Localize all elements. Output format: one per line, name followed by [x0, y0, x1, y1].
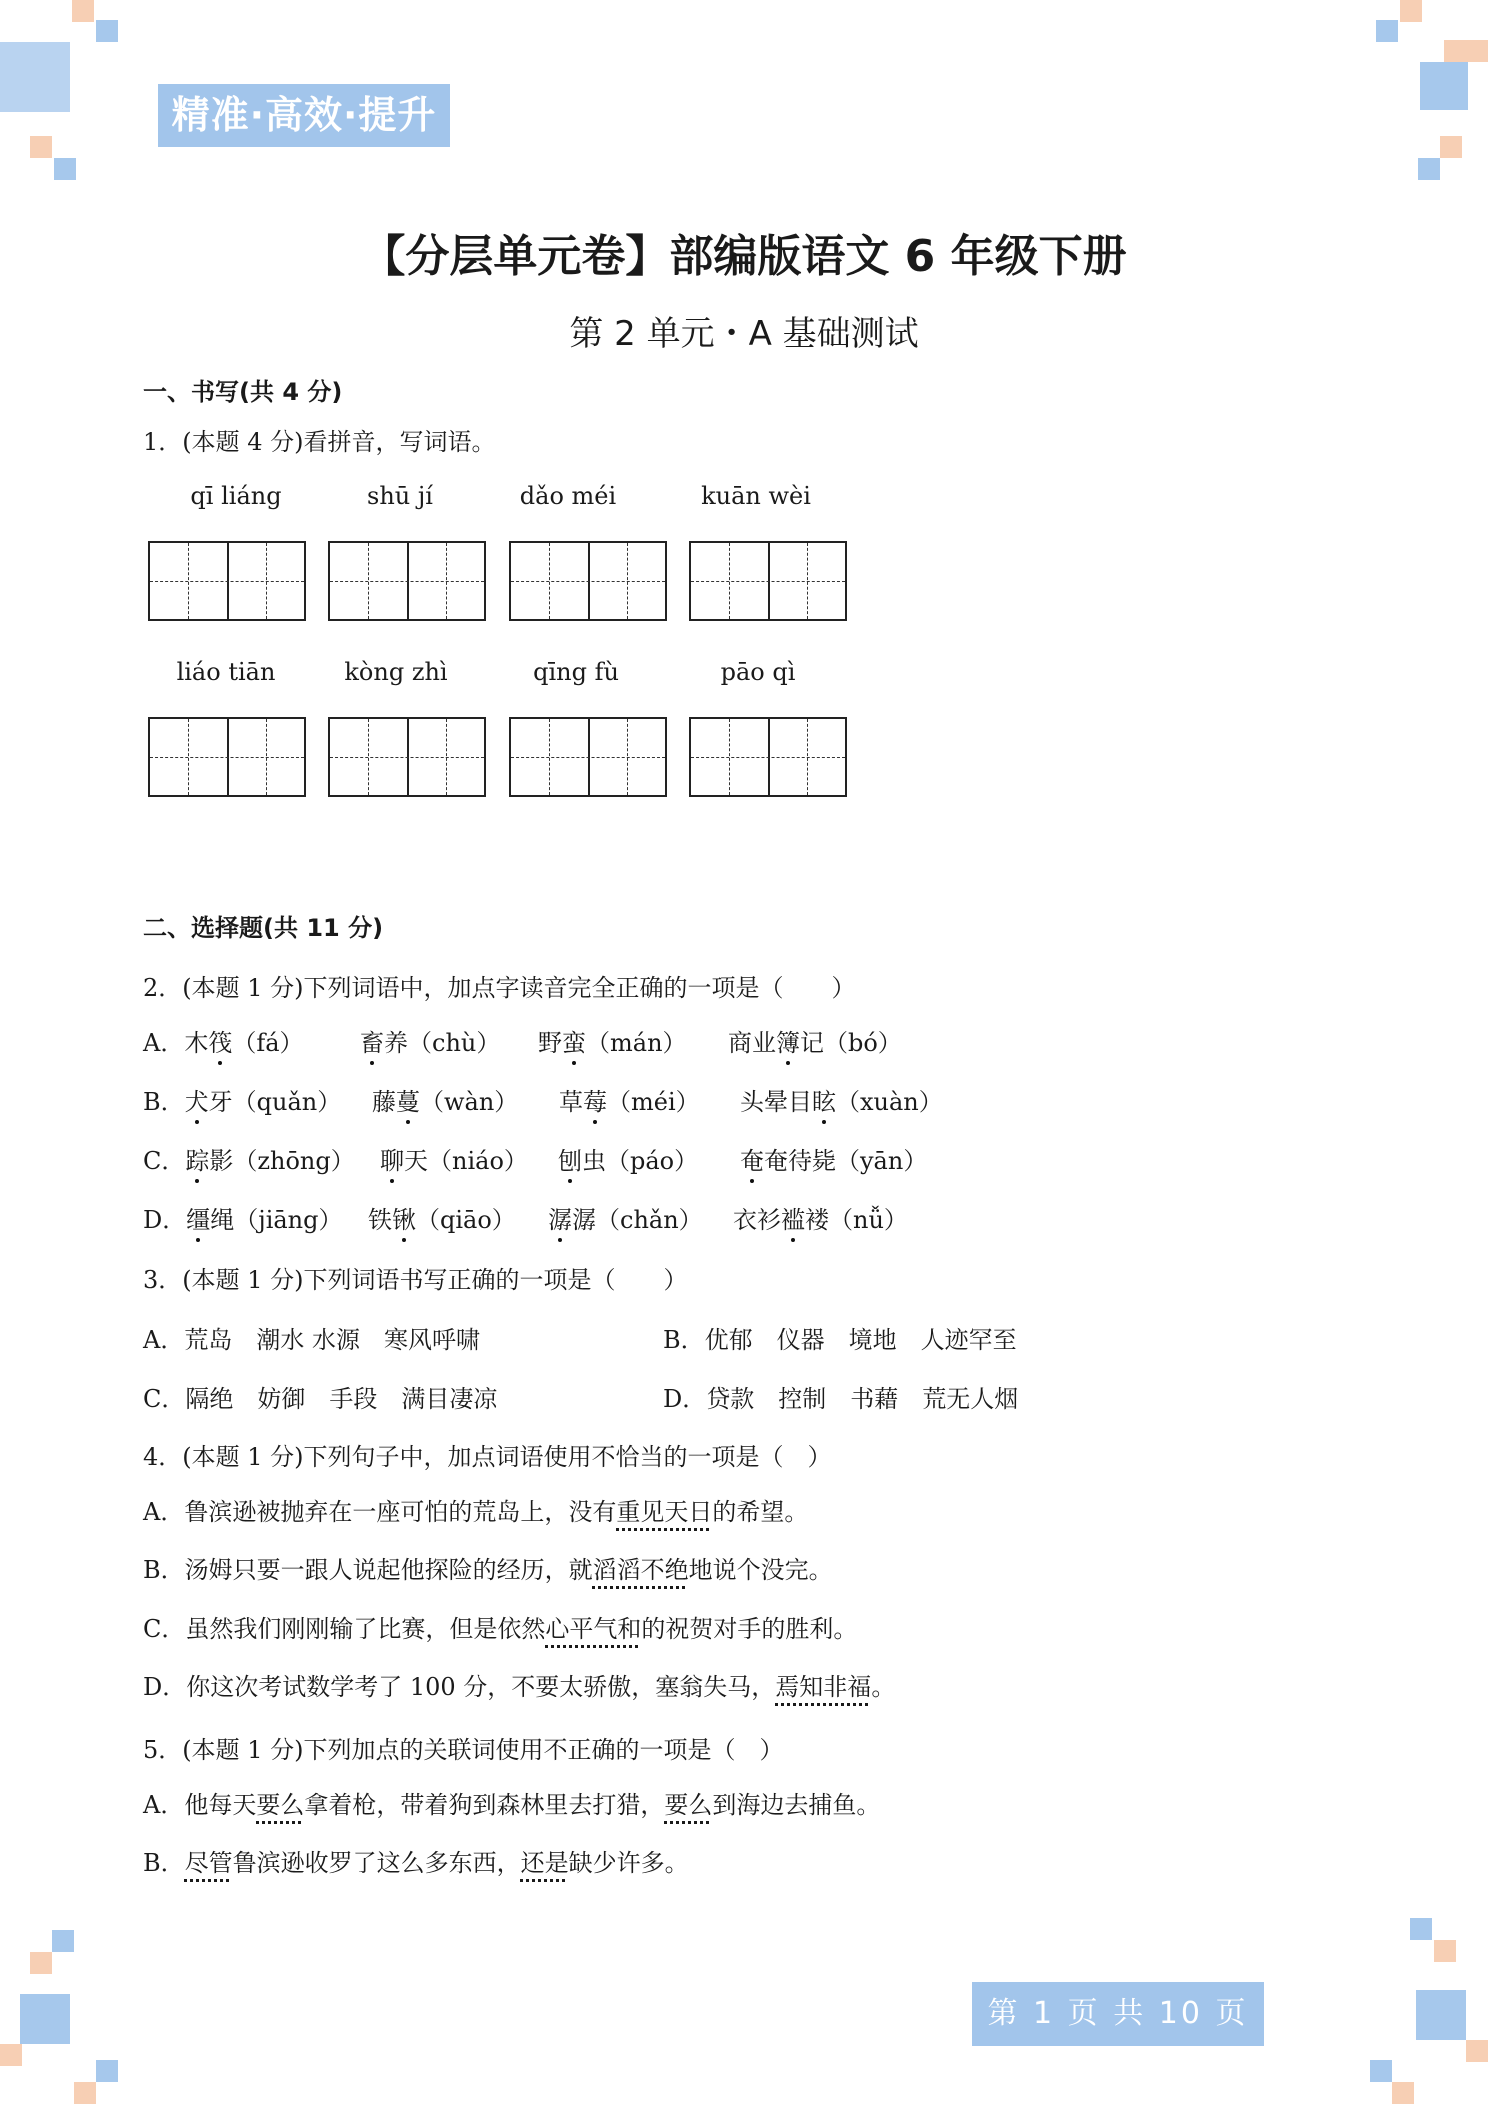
dotted-phrase: 要么: [256, 1791, 305, 1819]
pinyin-label: kòng zhì: [344, 658, 448, 686]
question-5: 5．(本题 1 分)下列加点的关联词使用不正确的一项是（ ）: [143, 1736, 784, 1764]
question-2: 2．(本题 1 分)下列词语中，加点字读音完全正确的一项是（ ）: [143, 974, 856, 1002]
dotted-phrase: 焉知非福: [775, 1673, 872, 1701]
option-a: A．他每天要么拿着枪，带着狗到森林里去打猎，要么到海边去捕鱼。: [143, 1791, 881, 1819]
option-b: B．优郁 仪器 境地 人迹罕至: [663, 1326, 1017, 1354]
writing-grid[interactable]: [689, 541, 847, 621]
option-c: C．踪影（zhōng）: [143, 1141, 355, 1176]
option-c-word: 刨虫（páo）: [558, 1141, 698, 1176]
option-a-word: 畜养（chù）: [360, 1023, 500, 1058]
writing-grid[interactable]: [509, 717, 667, 797]
option-d: D．缰绳（jiāng）: [143, 1200, 343, 1235]
option-b: B．尽管鲁滨逊收罗了这么多东西，还是缺少许多。: [143, 1849, 689, 1877]
option-a: A．木筏（fá）: [143, 1023, 304, 1058]
writing-grid[interactable]: [148, 541, 306, 621]
option-b-word: 藤蔓（wàn）: [372, 1082, 518, 1117]
question-3: 3．(本题 1 分)下列词语书写正确的一项是（ ）: [143, 1266, 688, 1294]
option-d-word: 铁锹（qiāo）: [368, 1200, 516, 1235]
writing-grid[interactable]: [148, 717, 306, 797]
corner-decoration: [72, 0, 94, 22]
option-b-word: 草莓（méi）: [559, 1082, 700, 1117]
pinyin-label: shū jí: [367, 482, 433, 510]
section-heading: 二、选择题(共 11 分): [143, 914, 384, 942]
corner-decoration: [54, 158, 76, 180]
question-4: 4．(本题 1 分)下列句子中，加点词语使用不恰当的一项是（ ）: [143, 1443, 832, 1471]
pinyin-label: qīng fù: [533, 658, 619, 686]
corner-decoration: [1434, 1940, 1456, 1962]
corner-decoration: [30, 136, 52, 158]
corner-decoration: [1440, 136, 1462, 158]
corner-decoration: [1466, 2040, 1488, 2062]
pinyin-label: qī liáng: [190, 482, 282, 510]
dotted-phrase: 滔滔不绝: [592, 1556, 689, 1584]
option-b: B．汤姆只要一跟人说起他探险的经历，就滔滔不绝地说个没完。: [143, 1556, 833, 1584]
option-d: D．你这次考试数学考了 100 分，不要太骄傲，塞翁失马，焉知非福。: [143, 1673, 896, 1701]
corner-decoration: [0, 42, 70, 112]
section-heading: 一、书写(共 4 分): [143, 378, 343, 406]
option-b: B．犬牙（quǎn）: [143, 1082, 341, 1117]
option-a-word: 野蛮（mán）: [538, 1023, 687, 1058]
option-c-word: 聊天（niáo）: [380, 1141, 528, 1176]
option-a-word: 商业簿记（bó）: [728, 1023, 902, 1058]
corner-decoration: [1416, 1990, 1466, 2040]
writing-grid[interactable]: [689, 717, 847, 797]
corner-decoration: [1444, 40, 1488, 62]
pinyin-label: kuān wèi: [701, 482, 811, 510]
option-d-word: 衣衫褴褛（nǚ）: [733, 1200, 908, 1235]
pinyin-label: liáo tiān: [176, 658, 276, 686]
page-number: 第 1 页 共 10 页: [972, 1982, 1264, 2046]
corner-decoration: [1418, 158, 1440, 180]
option-c-word: 奄奄待毙（yān）: [740, 1141, 927, 1176]
corner-decoration: [96, 2060, 118, 2082]
writing-grid[interactable]: [328, 541, 486, 621]
corner-decoration: [0, 2044, 22, 2066]
dotted-phrase: 还是: [520, 1849, 569, 1877]
page-title: 【分层单元卷】部编版语文 6 年级下册: [361, 231, 1127, 282]
dotted-phrase: 心平气和: [545, 1615, 642, 1643]
dotted-phrase: 重见天日: [616, 1498, 713, 1526]
corner-decoration: [1420, 62, 1468, 110]
corner-decoration: [52, 1930, 74, 1952]
corner-decoration: [20, 1994, 70, 2044]
option-c: C．隔绝 妨御 手段 满目凄凉: [143, 1385, 498, 1413]
corner-decoration: [1392, 2082, 1414, 2104]
corner-decoration: [1370, 2060, 1392, 2082]
corner-decoration: [74, 2082, 96, 2104]
page-subtitle: 第 2 单元・A 基础测试: [569, 314, 919, 354]
dotted-phrase: 要么: [664, 1791, 713, 1819]
corner-decoration: [30, 1952, 52, 1974]
option-d: D．贷款 控制 书藉 荒无人烟: [663, 1385, 1019, 1413]
corner-decoration: [1400, 0, 1422, 22]
corner-decoration: [96, 20, 118, 42]
option-b-word: 头晕目眩（xuàn）: [740, 1082, 943, 1117]
writing-grid[interactable]: [328, 717, 486, 797]
brand-banner: 精准·高效·提升: [158, 84, 450, 147]
pinyin-label: pāo qì: [720, 658, 796, 686]
pinyin-label: dǎo méi: [519, 482, 617, 510]
writing-grid[interactable]: [509, 541, 667, 621]
option-c: C．虽然我们刚刚输了比赛，但是依然心平气和的祝贺对手的胜利。: [143, 1615, 858, 1643]
question-1: 1．(本题 4 分)看拼音，写词语。: [143, 428, 496, 456]
option-a: A．鲁滨逊被抛弃在一座可怕的荒岛上，没有重见天日的希望。: [143, 1498, 809, 1526]
dotted-phrase: 尽管: [184, 1849, 233, 1877]
option-d-word: 潺潺（chǎn）: [548, 1200, 703, 1235]
corner-decoration: [1410, 1918, 1432, 1940]
corner-decoration: [1376, 20, 1398, 42]
option-a: A．荒岛 潮水 水源 寒风呼啸: [143, 1326, 480, 1354]
